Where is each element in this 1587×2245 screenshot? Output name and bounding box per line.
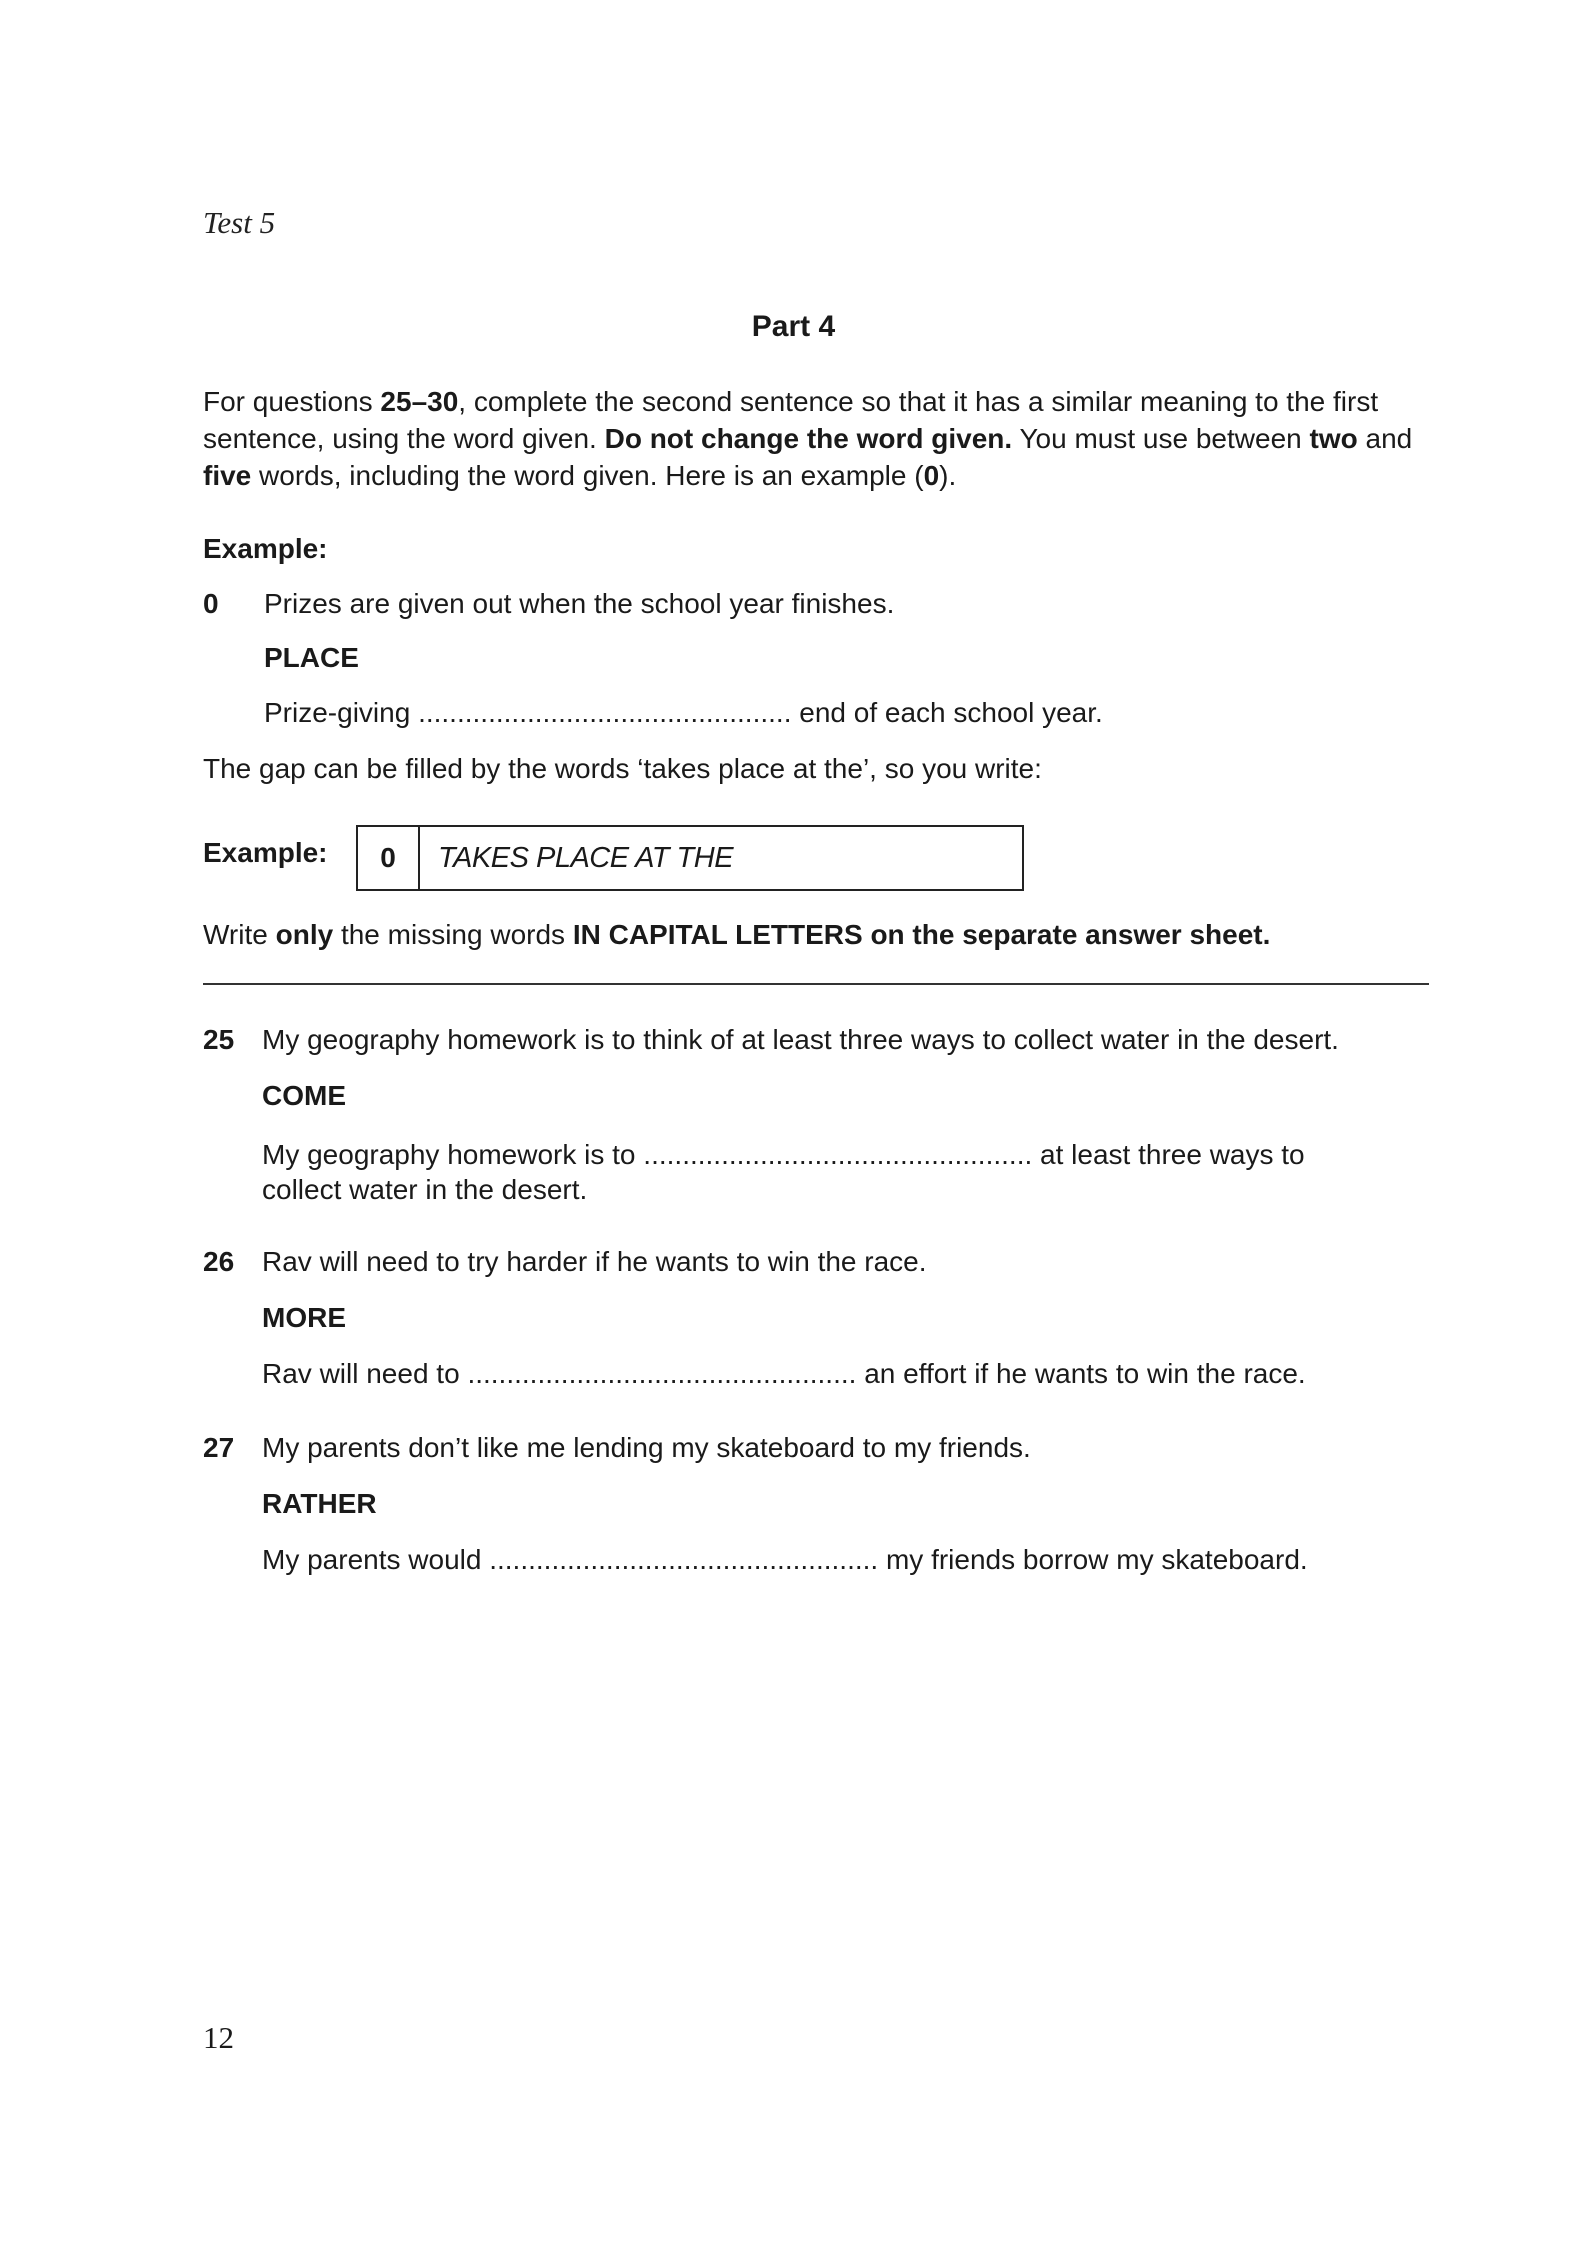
gapped-start: Rav will need to bbox=[262, 1358, 460, 1389]
question-keyword: COME bbox=[262, 1080, 346, 1111]
question-keyword: RATHER bbox=[262, 1488, 377, 1519]
question-sentence: My geography homework is to think of at least three ways to collect water in the desert. bbox=[262, 1024, 1339, 1055]
instructions-example-number: 0 bbox=[923, 460, 940, 491]
gapped-continuation: collect water in the desert. bbox=[262, 1174, 588, 1205]
question-keyword: MORE bbox=[262, 1302, 346, 1333]
instructions-text: , complete the second sentence so that it has a similar meaning to the first sentence, using the word given. bbox=[203, 386, 1379, 454]
part-title: Part 4 bbox=[751, 310, 836, 343]
question-number: 26 bbox=[203, 1246, 235, 1277]
answer-instruction bbox=[203, 919, 1270, 951]
gap-dots: .................................................. bbox=[489, 1544, 879, 1575]
answer-instruction-only: only bbox=[275, 919, 334, 950]
example-gapped-end: end of each school year. bbox=[799, 697, 1103, 728]
instructions bbox=[203, 383, 1433, 494]
page-number: 12 bbox=[203, 2020, 234, 2055]
answer-box-number: 0 bbox=[358, 827, 420, 889]
example-number: 0 bbox=[203, 588, 219, 619]
test-header: Test 5 bbox=[203, 205, 276, 240]
gap-dots: .................................................. bbox=[467, 1358, 857, 1389]
question-gapped-sentence bbox=[262, 1544, 1308, 1576]
instructions-text: words, including the word given. Here is an example ( bbox=[251, 460, 924, 491]
answer-instruction-text: the missing words bbox=[333, 919, 573, 950]
gapped-end: at least three ways to bbox=[1040, 1139, 1305, 1170]
question-gapped-sentence bbox=[262, 1136, 1305, 1173]
gap-dots: .................................................. bbox=[643, 1139, 1033, 1170]
question-gapped-sentence bbox=[262, 1358, 1306, 1390]
instructions-text: For questions bbox=[203, 386, 381, 417]
answer-instruction-capitals: IN CAPITAL LETTERS on the separate answer sheet. bbox=[572, 919, 1271, 950]
example-gapped-sentence bbox=[264, 697, 1103, 729]
answer-instruction-text: Write bbox=[203, 919, 276, 950]
section-divider bbox=[203, 983, 1429, 985]
example-explanation: The gap can be filled by the words ‘takes place at the’, so you write: bbox=[203, 753, 1042, 784]
question-sentence: My parents don’t like me lending my skateboard to my friends. bbox=[262, 1432, 1031, 1463]
instructions-text: and bbox=[1357, 423, 1413, 454]
gapped-end: an effort if he wants to win the race. bbox=[864, 1358, 1306, 1389]
instructions-text: You must use between bbox=[1012, 423, 1310, 454]
question-number: 27 bbox=[203, 1432, 235, 1463]
example-answer-box bbox=[356, 825, 1024, 891]
instructions-min-words: two bbox=[1309, 423, 1358, 454]
example-sentence: Prizes are given out when the school year finishes. bbox=[264, 588, 895, 619]
example-keyword: PLACE bbox=[264, 642, 359, 673]
gapped-start: My parents would bbox=[262, 1544, 482, 1575]
question-sentence: Rav will need to try harder if he wants to win the race. bbox=[262, 1246, 927, 1277]
instructions-range: 25–30 bbox=[380, 386, 459, 417]
instructions-text: ). bbox=[939, 460, 957, 491]
question-number: 25 bbox=[203, 1024, 235, 1055]
example-heading: Example: bbox=[203, 533, 328, 564]
gapped-end: my friends borrow my skateboard. bbox=[885, 1544, 1308, 1575]
example-gapped-start: Prize-giving bbox=[264, 697, 411, 728]
instructions-emphasis: Do not change the word given. bbox=[604, 423, 1013, 454]
instructions-max-words: five bbox=[203, 460, 252, 491]
example-gap-dots: ................................................ bbox=[418, 697, 792, 728]
answer-box-answer: TAKES PLACE AT THE bbox=[438, 842, 734, 874]
gapped-start: My geography homework is to bbox=[262, 1139, 636, 1170]
answer-box-label: Example: bbox=[203, 837, 328, 868]
